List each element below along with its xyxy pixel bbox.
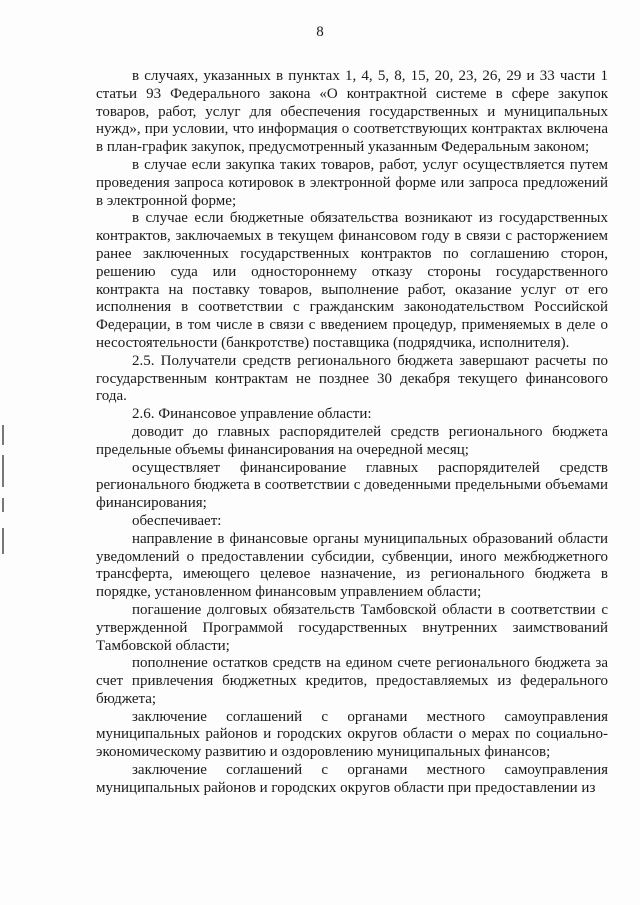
scan-margin-mark [2,528,4,554]
paragraph-item-limits: доводит до главных распорядителей средств регионального бюджета предельные объемы финансирования на очередной месяц; [96,423,608,458]
paragraph-clause-2-6: 2.6. Финансовое управление области: [132,406,372,423]
paragraph-clause-2-5: 2.5. Получатели средств регионального бюджета завершают расчеты по государственным контрактам не позднее 30 декабря текущего финансового года. [96,352,608,405]
document-body [96,68,608,798]
paragraph-item-cases-art93: в случаях, указанных в пунктах 1, 4, 5, 8, 15, 20, 23, 26, 29 и 33 части 1 статьи 93 Федерального закона «О контрактной системе в сфере закупок товаров, работ, услуг для обеспечения государственных и муниципальных нужд», при условии, что информация о соответствующих контрактах включена в план-график закупок, предусмотренный указанным Федеральным законом; [96,68,608,156]
scan-margin-mark [2,425,4,445]
paragraph-item-notifications: направление в финансовые органы муниципальных образований области уведомлений о предоставлении субсидии, субвенции, иного межбюджетного трансферта, имеющего целевое назначение, из регионального бюджета в порядке, установленном финансовым управлением области; [96,530,608,601]
paragraph-item-agreements-provision: заключение соглашений с органами местного самоуправления муниципальных районов и городских округов области при предоставлении из [96,762,608,796]
paragraph-item-ensures: обеспечивает: [132,512,222,529]
paragraph-item-agreements-development: заключение соглашений с органами местного самоуправления муниципальных районов и городских округов области о мерах по социально-экономическому развитию и оздоровлению муниципальных финансов; [96,708,608,761]
paragraph-item-financing: осуществляет финансирование главных распорядителей средств регионального бюджета в соответствии с доведенными предельными объемами финансирования; [96,459,608,512]
scan-margin-mark [2,455,4,487]
paragraph-item-debt-repayment: погашение долговых обязательств Тамбовской области в соответствии с утвержденной Программой государственных внутренних заимствований Тамбовской области; [96,601,608,654]
paragraph-item-quotation-request: в случае если закупка таких товаров, работ, услуг осуществляется путем проведения запроса котировок в электронной форме или запроса предложений в электронной форме; [96,156,608,209]
paragraph-item-balance-replenishment: пополнение остатков средств на едином счете регионального бюджета за счет привлечения бюджетных кредитов, предоставляемых из федерального бюджета; [96,655,608,707]
paragraph-item-contract-termination: в случае если бюджетные обязательства возникают из государственных контрактов, заключаемых в текущем финансовом году в связи с расторжением ранее заключенных государственных контрактов по соглашению сторон, решению суда или одностороннему отказу стороны государственного контракта на поставку товаров, выполнение работ, оказание услуг от его исполнения в соответствии с гражданским законодательством Российской Федерации, в том числе в связи с введением процедур, применяемых в деле о несостоятельности (банкротстве) поставщика (подрядчика, исполнителя). [96,210,608,351]
scan-margin-mark [2,498,4,512]
page-number: 8 [316,24,324,40]
